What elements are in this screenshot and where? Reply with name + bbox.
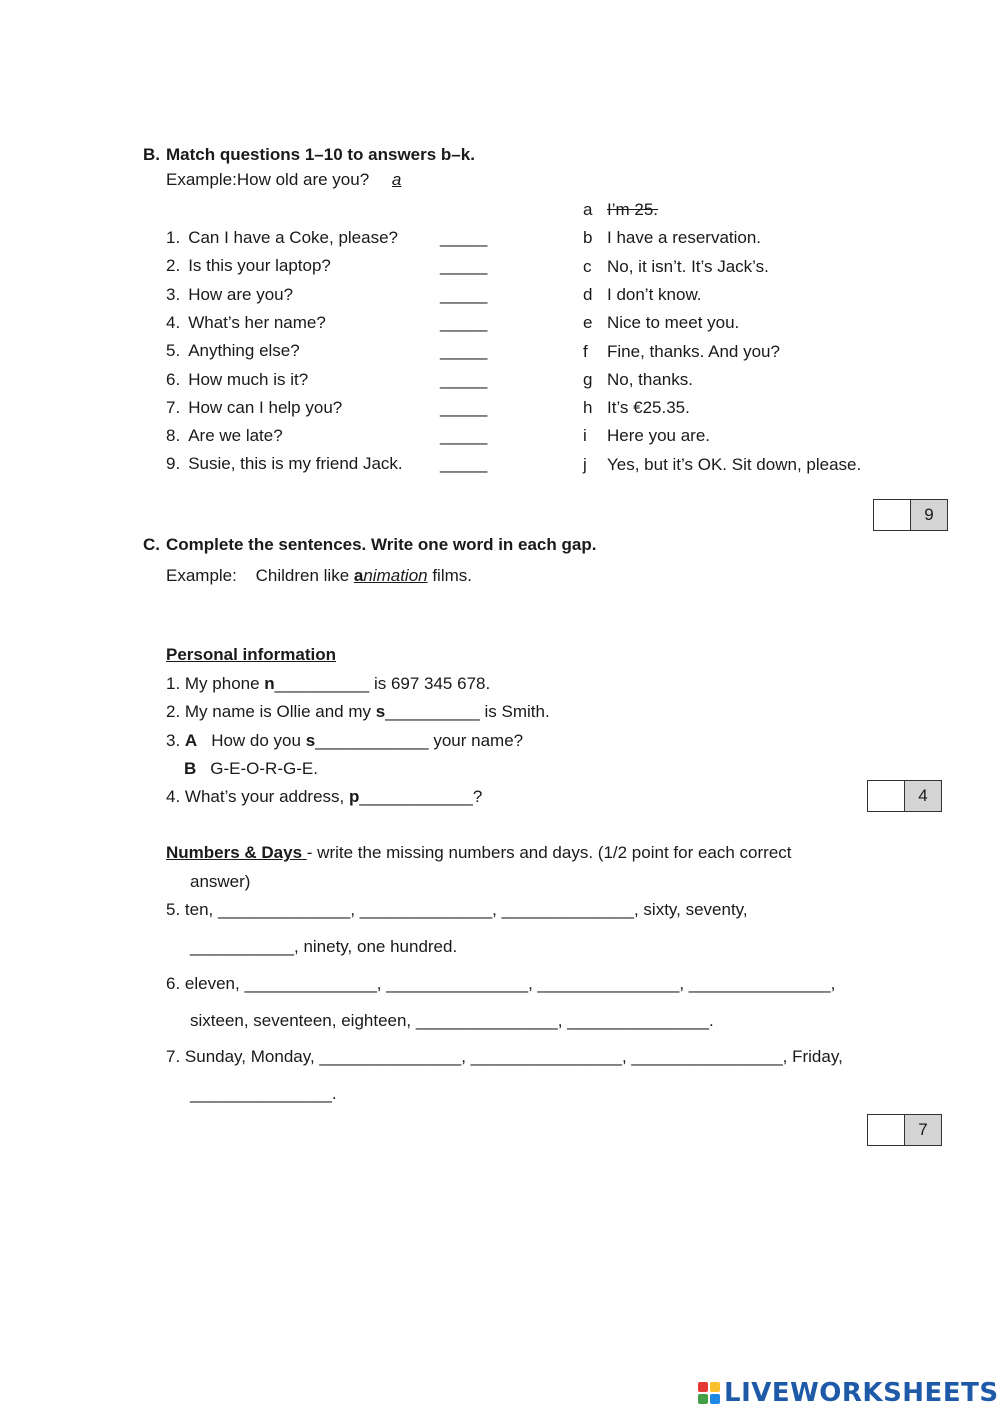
example-post: films.	[427, 566, 472, 585]
score-input[interactable]	[874, 500, 911, 530]
item-text: 1. My phone	[166, 674, 265, 693]
personal-item-2	[166, 702, 550, 722]
answer-row	[583, 398, 690, 418]
numbers-instruction: - write the missing numbers and days. (1/2 point for each correct	[306, 843, 792, 862]
question-number: 9.	[166, 454, 181, 474]
answer-row	[583, 257, 769, 277]
answer-letter: i	[583, 426, 587, 446]
question-number: 1.	[166, 228, 181, 247]
example-question: Example:How old are you?	[166, 170, 370, 189]
question-row	[166, 341, 300, 361]
days-line-7b[interactable]: _______________.	[190, 1084, 337, 1103]
section-c-letter: C.	[143, 535, 160, 554]
question-text: Anything else?	[188, 341, 300, 361]
answer-blank[interactable]: _____	[440, 454, 488, 474]
answer-text: It’s €25.35.	[607, 398, 690, 418]
question-text: What’s her name?	[188, 312, 326, 332]
question-number: 8.	[166, 426, 181, 446]
section-c-example	[166, 566, 472, 586]
numbers-line-6b[interactable]: sixteen, seventeen, eighteen, _______________, _______________.	[190, 1011, 714, 1030]
liveworksheets-logo	[698, 1378, 999, 1408]
answer-text: Here you are.	[607, 426, 710, 446]
answer-text: Yes, but it’s OK. Sit down, please.	[607, 454, 862, 474]
answer-row	[583, 200, 658, 220]
item-text: 2. My name is Ollie and my	[166, 702, 376, 721]
item-hint: s	[305, 731, 316, 750]
item-hint: s	[375, 702, 386, 721]
numbers-line-5a[interactable]: 5. ten, ______________, ______________, ______________, sixty, seventy,	[166, 900, 748, 919]
numbers-heading-line	[166, 843, 792, 863]
answer-blank[interactable]: _____	[440, 341, 488, 361]
question-row	[166, 426, 283, 446]
score-input[interactable]	[868, 1115, 905, 1145]
question-row	[166, 256, 331, 276]
logo-square	[710, 1382, 720, 1392]
question-number: 4.	[166, 312, 181, 332]
answer-blank[interactable]: _____	[440, 397, 488, 417]
answer-row	[583, 455, 861, 475]
question-row	[166, 228, 398, 248]
numbers-instruction-cont: answer)	[190, 872, 251, 891]
score-total: 9	[911, 500, 947, 530]
numbers-line-5b[interactable]: ___________, ninety, one hundred.	[190, 937, 458, 956]
answer-text: Nice to meet you.	[607, 313, 740, 333]
numbers-heading: Numbers & Days	[166, 843, 307, 862]
answer-row	[583, 228, 761, 248]
example-bold: a	[353, 566, 364, 585]
section-b-title: Match questions 1–10 to answers b–k.	[166, 145, 475, 164]
logo-square	[698, 1382, 708, 1392]
question-number: 2.	[166, 256, 181, 276]
example-label: Example:	[166, 566, 237, 585]
question-text: Is this your laptop?	[188, 256, 331, 276]
answer-text: I’m 25.	[607, 200, 659, 219]
answer-text: Fine, thanks. And you?	[607, 341, 780, 361]
gap-4[interactable]: ____________?	[359, 787, 483, 806]
item-text: How do you	[211, 731, 306, 750]
speaker-a: A	[184, 731, 198, 750]
score-total: 4	[905, 781, 941, 811]
answer-blank[interactable]: _____	[440, 369, 488, 389]
answer-text: No, it isn’t. It’s Jack’s.	[607, 256, 769, 276]
answer-text: I have a reservation.	[607, 228, 762, 248]
question-row	[166, 398, 342, 418]
answer-letter: j	[583, 454, 587, 474]
answer-blank[interactable]: _____	[440, 312, 488, 332]
item-text: 4. What’s your address,	[166, 787, 349, 806]
answer-letter: e	[583, 313, 593, 333]
score-box-b	[873, 499, 948, 531]
question-row	[166, 285, 293, 305]
section-c-title: Complete the sentences. Write one word in each gap.	[166, 535, 597, 554]
answer-letter: b	[583, 228, 593, 248]
question-text: Can I have a Coke, please?	[188, 228, 398, 247]
answer-blank[interactable]: _____	[440, 228, 488, 247]
answer-letter: g	[583, 369, 593, 389]
gap-1[interactable]: __________ is 697 345 678.	[274, 674, 491, 693]
personal-heading: Personal information	[166, 645, 337, 664]
answer-letter: f	[583, 341, 588, 361]
answer-text: I don’t know.	[607, 284, 702, 304]
question-number: 3.	[166, 284, 181, 304]
gap-3[interactable]: ____________ your name?	[315, 731, 524, 750]
answer-letter: c	[583, 256, 592, 276]
score-box-numbers	[867, 1114, 942, 1146]
question-number: 6.	[166, 369, 181, 389]
logo-square	[698, 1394, 708, 1404]
answer-row	[583, 370, 693, 390]
answer-letter: d	[583, 284, 593, 304]
section-b-letter: B.	[143, 145, 160, 164]
item-hint: p	[349, 787, 360, 806]
example-pre: Children like	[255, 566, 354, 585]
days-line-7a[interactable]: 7. Sunday, Monday, _______________, ________________, ________________, Friday,	[166, 1047, 843, 1066]
answer-letter: h	[583, 398, 593, 418]
answer-blank[interactable]: _____	[440, 284, 488, 304]
personal-item-3	[166, 731, 523, 751]
question-text: How are you?	[188, 284, 294, 304]
example-answer: a	[391, 170, 402, 189]
answer-letter: a	[583, 200, 593, 219]
item-text: G-E-O-R-G-E.	[210, 759, 318, 778]
question-text: How much is it?	[188, 369, 309, 389]
item-number: 3.	[166, 731, 185, 750]
answer-blank[interactable]: _____	[440, 426, 488, 446]
score-total: 7	[905, 1115, 941, 1145]
score-input[interactable]	[868, 781, 905, 811]
example-italic: nimation	[363, 566, 428, 585]
answer-row	[583, 285, 702, 305]
logo-text: LIVEWORKSHEETS	[724, 1378, 999, 1408]
section-b-example	[166, 170, 401, 190]
question-text: Susie, this is my friend Jack.	[188, 454, 403, 474]
answer-blank[interactable]: _____	[440, 256, 488, 276]
question-text: How can I help you?	[188, 397, 343, 417]
question-row	[166, 313, 326, 333]
answer-text: No, thanks.	[607, 369, 693, 389]
question-number: 7.	[166, 397, 181, 417]
answer-row	[583, 313, 739, 333]
logo-square	[710, 1394, 720, 1404]
item-hint: n	[264, 674, 275, 693]
score-box-personal	[867, 780, 942, 812]
personal-item-3b	[184, 759, 318, 779]
answer-row	[583, 342, 780, 362]
gap-2[interactable]: __________ is Smith.	[385, 702, 550, 721]
numbers-line-6a[interactable]: 6. eleven, ______________, _______________, _______________, _______________,	[166, 974, 836, 993]
question-row	[166, 454, 403, 474]
personal-item-4	[166, 787, 482, 807]
logo-icon	[698, 1382, 720, 1404]
question-text: Are we late?	[188, 426, 283, 446]
speaker-b: B	[184, 759, 197, 778]
answer-row	[583, 426, 710, 446]
question-number: 5.	[166, 341, 181, 361]
question-row	[166, 370, 308, 390]
personal-item-1	[166, 674, 490, 694]
